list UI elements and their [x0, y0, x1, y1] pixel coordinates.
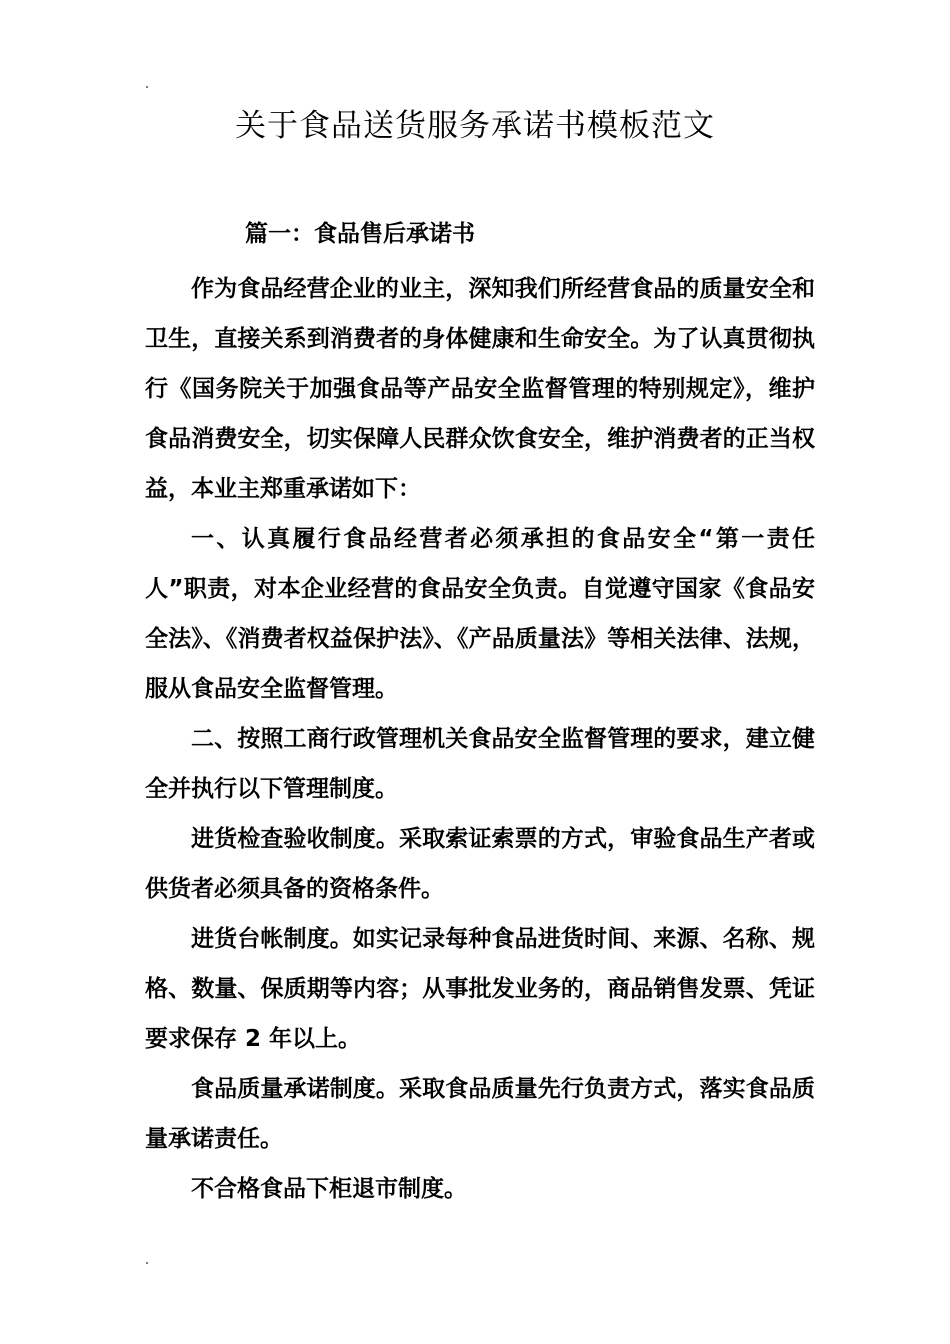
- paragraph-quality-promise-system: 食品质量承诺制度。采取食品质量先行负责方式，落实食品质量承诺责任。: [145, 1076, 815, 1152]
- paragraph-intro: 作为食品经营企业的业主，深知我们所经营食品的质量安全和卫生，直接关系到消费者的身体健康和生命安全。为了认真贯彻执行《国务院关于加强食品等产品安全监督管理的特别规定》，维护食品消费安全，切实保障人民群众饮食安全，维护消费者的正当权益，本业主郑重承诺如下：: [145, 276, 815, 502]
- page-corner-mark-top: [146, 86, 148, 88]
- paragraph-inspection-system: 进货检查验收制度。采取索证索票的方式，审验食品生产者或供货者必须具备的资格条件。: [145, 826, 815, 902]
- section-heading: 篇一：食品售后承诺书: [245, 221, 475, 247]
- paragraph-ledger-system: 进货台帐制度。如实记录每种食品进货时间、来源、名称、规格、数量、保质期等内容；从事批发业务的，商品销售发票、凭证要求保存 2 年以上。: [145, 926, 815, 1052]
- document-body: [145, 264, 815, 1214]
- paragraph-item-one: 一、认真履行食品经营者必须承担的食品安全“第一责任人”职责，对本企业经营的食品安全负责。自觉遵守国家《食品安全法》、《消费者权益保护法》、《产品质量法》等相关法律、法规，服从食品安全监督管理。: [145, 526, 815, 702]
- page-corner-mark-bottom: [146, 1262, 148, 1264]
- paragraph-recall-system: 不合格食品下柜退市制度。: [191, 1176, 467, 1202]
- document-title: 关于食品送货服务承诺书模板范文: [235, 108, 715, 144]
- paragraph-item-two: 二、按照工商行政管理机关食品安全监督管理的要求，建立健全并执行以下管理制度。: [145, 726, 815, 802]
